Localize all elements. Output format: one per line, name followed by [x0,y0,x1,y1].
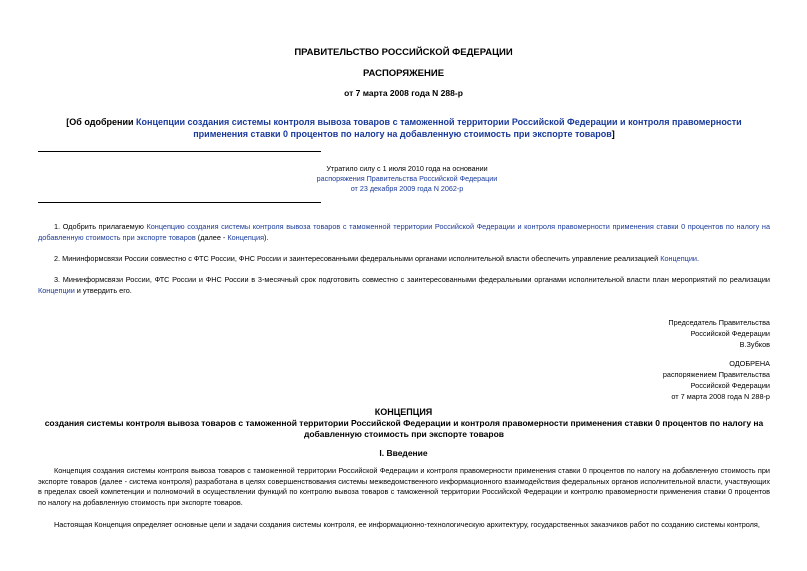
signature-position: Председатель Правительства [668,318,770,327]
approval-by: распоряжением Правительства [662,370,770,379]
government-heading: ПРАВИТЕЛЬСТВО РОССИЙСКОЙ ФЕДЕРАЦИИ [294,47,513,58]
p2-text-a: 2. Мининформсвязи России совместно с ФТС России, ФНС России и заинтересованными федеральными органами исполнительной власти обеспечить управление реализацией [54,254,661,263]
p2-concept-link[interactable]: Концепции [660,254,697,263]
status-note [262,164,552,194]
concept-heading: КОНЦЕПЦИЯ [374,407,433,417]
approval-block [470,358,770,402]
paragraph-1 [38,222,770,243]
signature-country: Российской Федерации [690,329,770,338]
signature-name: В.Зубков [739,340,770,349]
section-introduction: I. Введение [379,448,428,458]
p1-concept-link[interactable]: Концепцию создания системы контроля вывоза товаров с таможенной территории Российской Федерации и контроля правомерности применения ставки 0 процентов по налогу на добавленную стоимость при экспорте товаров [38,222,771,242]
p3-text-b: и утвердить его. [74,285,132,295]
status-link-date[interactable]: от 23 декабря 2009 года N 2062-р [350,184,464,193]
p1-concept-short-link[interactable]: Концепция [227,232,265,242]
p1-text-c: ). [264,232,269,242]
p3-concept-link[interactable]: Концепции [38,285,75,295]
p2-text-b: . [696,254,700,263]
concept-subtitle: создания системы контроля вывоза товаров с таможенной территории Российской Федерации и контроля правомерности применения ставки 0 процентов по налогу на добавленную стоимость при экспорте товаров [44,418,764,439]
p3-text-a: 3. Мининформсвязи России, ФТС России и ФНС России в 3-месячный срок подготовить совместно с заинтересованными федеральными органами исполнительной власти план мероприятий по реализации [54,275,770,284]
title-close: ] [611,129,615,139]
paragraph-3 [38,275,770,296]
doc-date-number: от 7 марта 2008 года N 288-р [344,88,463,98]
approval-date: от 7 марта 2008 года N 288-р [671,392,770,401]
concept-intro-paragraph: Концепция создания системы контроля вывоза товаров с таможенной территории Российской Федерации и контроля правомерности применения ставки 0 процентов по налогу на добавленную стоимость при экспорте товаров (далее - система контроля) разработана в целях совершенствования системы межведомственного информационного взаимодействия федеральных органов исполнительной власти, участвующих в пределах своей компетенции и полномочий в осуществлении функций по контролю вывоза товаров с таможенной территории Российской Федерации и контролю правомерности применения ставки 0 процентов по налогу на добавленную стоимость при экспорте товаров. [38,466,770,507]
doc-type-heading: РАСПОРЯЖЕНИЕ [362,68,445,79]
title-open: [Об одобрении [66,117,137,127]
paragraph-2 [38,254,770,265]
status-line: Утратило силу с 1 июля 2010 года на основании [326,164,488,173]
divider-top [38,151,321,152]
p1-text-a: 1. Одобрить прилагаемую [54,222,147,231]
title-concept-link[interactable]: Концепции создания системы контроля вывоза товаров с таможенной территории Российской Федерации и контроля правомерности применения ставки 0 процентов по налогу на добавленную стоимость при экспорте товаров [136,117,742,139]
approval-country: Российской Федерации [690,381,770,390]
approval-title: ОДОБРЕНА [729,359,770,368]
status-link-decree[interactable]: распоряжения Правительства Российской Федерации [316,174,498,183]
p1-text-b: (далее - [195,232,228,242]
concept-last-paragraph: Настоящая Концепция определяет основные цели и задачи создания системы контроля, ее информационно-технологическую архитектуру, государственных заказчиков работ по созданию системы контроля, [54,520,760,529]
signature-block [470,317,770,350]
document-title [38,116,770,140]
divider-bottom [38,202,321,203]
